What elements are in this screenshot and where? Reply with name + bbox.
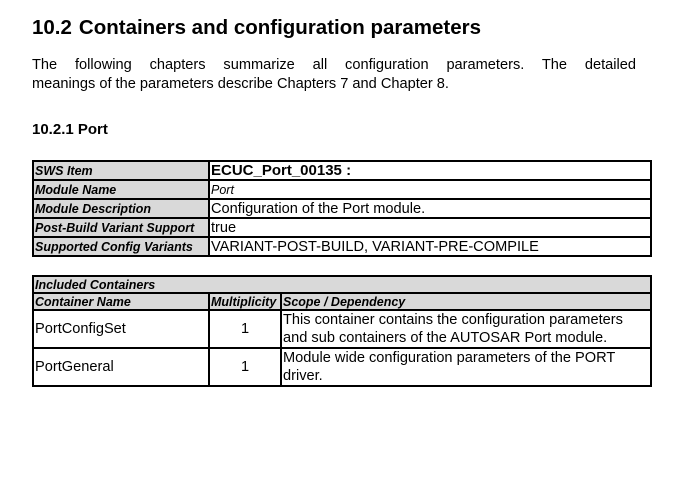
intro-paragraph <box>32 56 636 94</box>
intro-line-1: The following chapters summarize all configuration parameters. The detailed <box>32 57 636 73</box>
config-variants-value: VARIANT-POST-BUILD, VARIANT-PRE-COMPILE <box>209 237 651 256</box>
table-title: Included Containers <box>33 276 651 293</box>
table-row <box>33 199 651 218</box>
section-number: 10.2 <box>32 16 72 39</box>
section-title: Containers and configuration parameters <box>78 16 482 39</box>
config-variants-label: Supported Config Variants <box>33 237 209 256</box>
table-row <box>33 310 651 348</box>
subsection-heading <box>32 121 108 138</box>
module-name-value: Port <box>209 180 651 199</box>
sws-item-label: SWS Item <box>33 161 209 180</box>
post-build-support-value: true <box>209 218 651 237</box>
table-row <box>33 237 651 256</box>
module-info-table <box>32 160 652 257</box>
module-name-label: Module Name <box>33 180 209 199</box>
container-scope: This container contains the configuration parameters and sub containers of the AUTOSAR Port module. <box>281 310 651 348</box>
subsection-number: 10.2.1 <box>32 121 74 138</box>
section-heading <box>32 16 481 40</box>
column-header-scope: Scope / Dependency <box>281 293 651 310</box>
container-multiplicity: 1 <box>209 348 281 386</box>
included-containers-table <box>32 275 652 387</box>
table-row <box>33 218 651 237</box>
container-name: PortConfigSet <box>33 310 209 348</box>
sws-item-value: ECUC_Port_00135 : <box>209 161 651 180</box>
post-build-support-label: Post-Build Variant Support <box>33 218 209 237</box>
table-header-row <box>33 293 651 310</box>
column-header-container-name: Container Name <box>33 293 209 310</box>
table-row <box>33 348 651 386</box>
container-name: PortGeneral <box>33 348 209 386</box>
module-description-label: Module Description <box>33 199 209 218</box>
intro-line-2: meanings of the parameters describe Chapters 7 and Chapter 8. <box>32 76 449 92</box>
table-title-row <box>33 276 651 293</box>
container-scope: Module wide configuration parameters of the PORT driver. <box>281 348 651 386</box>
table-row <box>33 180 651 199</box>
column-header-multiplicity: Multiplicity <box>209 293 281 310</box>
module-description-value: Configuration of the Port module. <box>209 199 651 218</box>
subsection-title: Port <box>77 121 108 138</box>
container-multiplicity: 1 <box>209 310 281 348</box>
table-row <box>33 161 651 180</box>
